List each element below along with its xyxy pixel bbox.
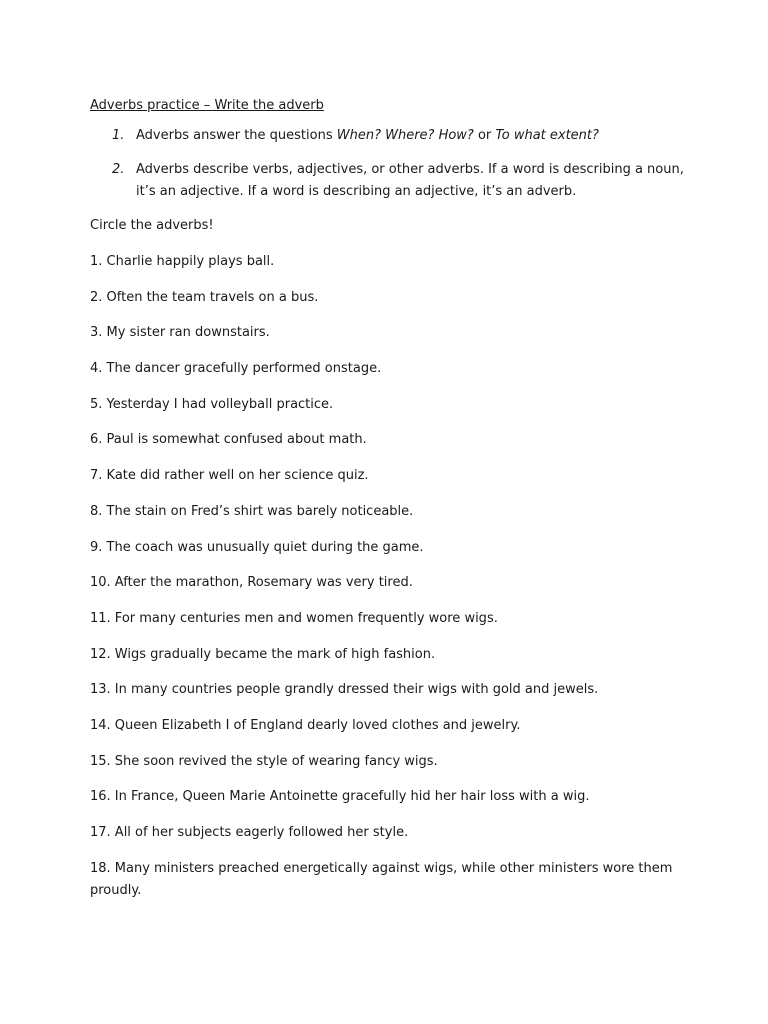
question-item: 1. Charlie happily plays ball. [90, 254, 275, 269]
question-item: 18. Many ministers preached energetically against wigs, while other ministers wore them proudly. [90, 860, 673, 898]
question-item: 6. Paul is somewhat confused about math. [90, 432, 367, 448]
question-item: 14. Queen Elizabeth I of England dearly loved clothes and jewelry. [90, 717, 521, 733]
question-item: 13. In many countries people grandly dressed their wigs with gold and jewels. [90, 682, 599, 698]
rule-item [90, 125, 690, 147]
questions-list [90, 251, 690, 902]
rule-text: Adverbs describe verbs, adjectives, or other adverbs. If a word is describing a noun, it’s an adjective. If a word is describing an adjective, it’s an adverb. [136, 162, 684, 199]
rules-list [90, 125, 690, 203]
question-item: 3. My sister ran downstairs. [90, 325, 270, 341]
question-item: 17. All of her subjects eagerly followed her style. [90, 825, 409, 840]
rule-text-connector: or [473, 128, 496, 143]
instruction-text: Circle the adverbs! [90, 218, 214, 233]
rule-item [90, 159, 690, 203]
question-item: 2. Often the team travels on a bus. [90, 289, 319, 305]
worksheet-title: Adverbs practice – Write the adverb [90, 98, 324, 113]
question-item: 11. For many centuries men and women frequently wore wigs. [90, 610, 498, 626]
question-item: 12. Wigs gradually became the mark of high fashion. [90, 646, 436, 662]
question-item: 10. After the marathon, Rosemary was very tired. [90, 575, 413, 591]
question-item: 7. Kate did rather well on her science quiz. [90, 468, 369, 484]
worksheet-page [90, 95, 690, 915]
rule-text: Adverbs answer the questions [136, 128, 337, 143]
question-item: 8. The stain on Fred’s shirt was barely noticeable. [90, 503, 414, 519]
question-item: 16. In France, Queen Marie Antoinette gracefully hid her hair loss with a wig. [90, 789, 590, 805]
question-item: 5. Yesterday I had volleyball practice. [90, 396, 334, 412]
rule-extent-emphasis: To what extent? [495, 128, 599, 143]
question-item: 4. The dancer gracefully performed onstage. [90, 361, 382, 377]
question-item: 9. The coach was unusually quiet during the game. [90, 539, 424, 555]
rule-number: 2. [112, 162, 125, 177]
rule-questions-emphasis: When? Where? How? [336, 128, 474, 143]
rule-number: 1. [112, 128, 125, 143]
question-item: 15. She soon revived the style of wearing fancy wigs. [90, 753, 438, 769]
